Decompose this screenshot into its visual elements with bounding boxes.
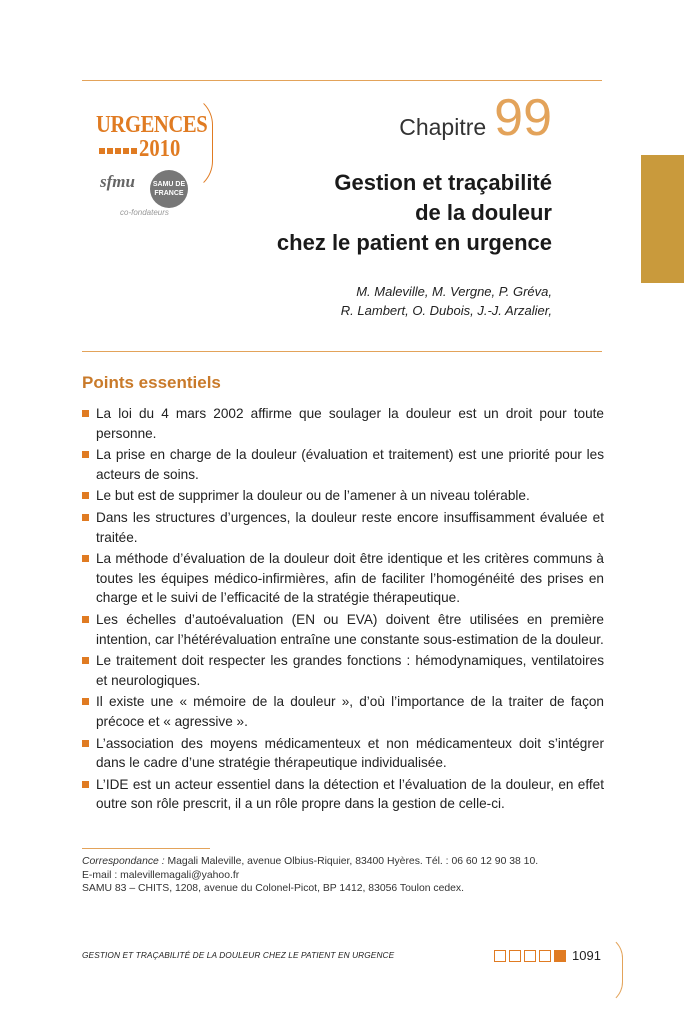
list-item: Il existe une « mémoire de la douleur », d’où l’importance de la traiter de façon précoce et « agressive ». xyxy=(82,692,604,731)
chapter-heading xyxy=(399,89,552,147)
square-bullet-icon xyxy=(82,410,89,417)
authors xyxy=(341,282,552,320)
page-square-icon xyxy=(539,950,551,962)
logo-word: URGENCES xyxy=(96,112,208,138)
footnote-email: E-mail : malevillemagali@yahoo.fr xyxy=(82,869,240,881)
square-bullet-icon xyxy=(82,781,89,788)
list-item: La prise en charge de la douleur (évaluation et traitement) est une priorité pour les acteurs de soins. xyxy=(82,445,604,484)
list-item: Les échelles d’autoévaluation (EN ou EVA) doivent être utilisées en première intention, car l’hétérévaluation entraîne une constante sous-estimation de la douleur. xyxy=(82,610,604,649)
logo-arc xyxy=(182,94,213,192)
list-item: La loi du 4 mars 2002 affirme que soulager la douleur est un droit pour toute personne. xyxy=(82,404,604,443)
page-arc xyxy=(600,935,623,1005)
title-line-1: Gestion et traçabilité xyxy=(334,170,552,195)
key-points-list xyxy=(82,404,604,816)
square-bullet-icon xyxy=(82,492,89,499)
footnote-label: Correspondance : xyxy=(82,856,165,867)
footnote-samu: SAMU 83 – CHITS, 1208, avenue du Colonel-Picot, BP 1412, 83056 Toulon cedex. xyxy=(82,883,465,894)
logo-year: 2010 xyxy=(139,136,181,162)
chapter-label: Chapitre xyxy=(399,114,487,140)
list-item: La méthode d’évaluation de la douleur doit être identique et les critères communs à toutes les équipes médico-infirmières, afin de faciliter l’homogénéité des prises en charge et le suivi de l’efficacité de la stratégie thérapeutique. xyxy=(82,549,604,608)
chapter-side-tab xyxy=(641,155,684,283)
square-bullet-icon xyxy=(82,555,89,562)
page-square-icon xyxy=(494,950,506,962)
list-item: Le but est de supprimer la douleur ou de l’amener à un niveau tolérable. xyxy=(82,486,604,506)
samu-logo: SAMU DE FRANCE xyxy=(150,170,188,208)
square-bullet-icon xyxy=(82,616,89,623)
list-item: Le traitement doit respecter les grandes fonctions : hémodynamiques, ventilatoires et neurologiques. xyxy=(82,651,604,690)
footnote-rule xyxy=(82,848,210,849)
page-square-icon xyxy=(524,950,536,962)
page-number: 1091 xyxy=(572,948,601,963)
logo-squares xyxy=(99,148,137,154)
chapter-number: 99 xyxy=(494,89,552,147)
sfmu-logo: sfmu xyxy=(100,172,135,191)
section-rule xyxy=(82,351,602,352)
logo-cofondateurs: co-fondateurs xyxy=(120,208,169,217)
page-square-icon xyxy=(509,950,521,962)
page-square-filled-icon xyxy=(554,950,566,962)
chapter-title xyxy=(277,168,552,258)
urgences-logo xyxy=(82,92,222,222)
square-bullet-icon xyxy=(82,698,89,705)
square-bullet-icon xyxy=(82,514,89,521)
title-line-3: chez le patient en urgence xyxy=(276,230,552,255)
authors-line-2: R. Lambert, O. Dubois, J.-J. Arzalier, xyxy=(340,303,552,318)
title-line-2: de la douleur xyxy=(415,200,552,225)
running-title: GESTION ET TRAÇABILITÉ DE LA DOULEUR CHEZ LE PATIENT EN URGENCE xyxy=(82,950,395,960)
authors-line-1: M. Maleville, M. Vergne, P. Gréva, xyxy=(356,284,552,299)
footnote-address: Magali Maleville, avenue Olbius-Riquier, 83400 Hyères. Tél. : 06 60 12 90 38 10. xyxy=(164,856,539,867)
square-bullet-icon xyxy=(82,740,89,747)
list-item: L’IDE est un acteur essentiel dans la détection et l’évaluation de la douleur, en effet outre son rôle prescrit, il a un rôle propre dans la gestion de celle-ci. xyxy=(82,775,604,814)
page-indicator xyxy=(494,948,601,963)
list-item: Dans les structures d’urgences, la douleur reste encore insuffisamment évaluée et traitée. xyxy=(82,508,604,547)
square-bullet-icon xyxy=(82,451,89,458)
list-item: L’association des moyens médicamenteux et non médicamenteux doit s’intégrer dans le cadre d’une stratégie thérapeutique individualisée. xyxy=(82,734,604,773)
section-title: Points essentiels xyxy=(82,373,221,392)
square-bullet-icon xyxy=(82,657,89,664)
top-rule xyxy=(82,80,602,81)
correspondence-footnote xyxy=(82,855,612,896)
